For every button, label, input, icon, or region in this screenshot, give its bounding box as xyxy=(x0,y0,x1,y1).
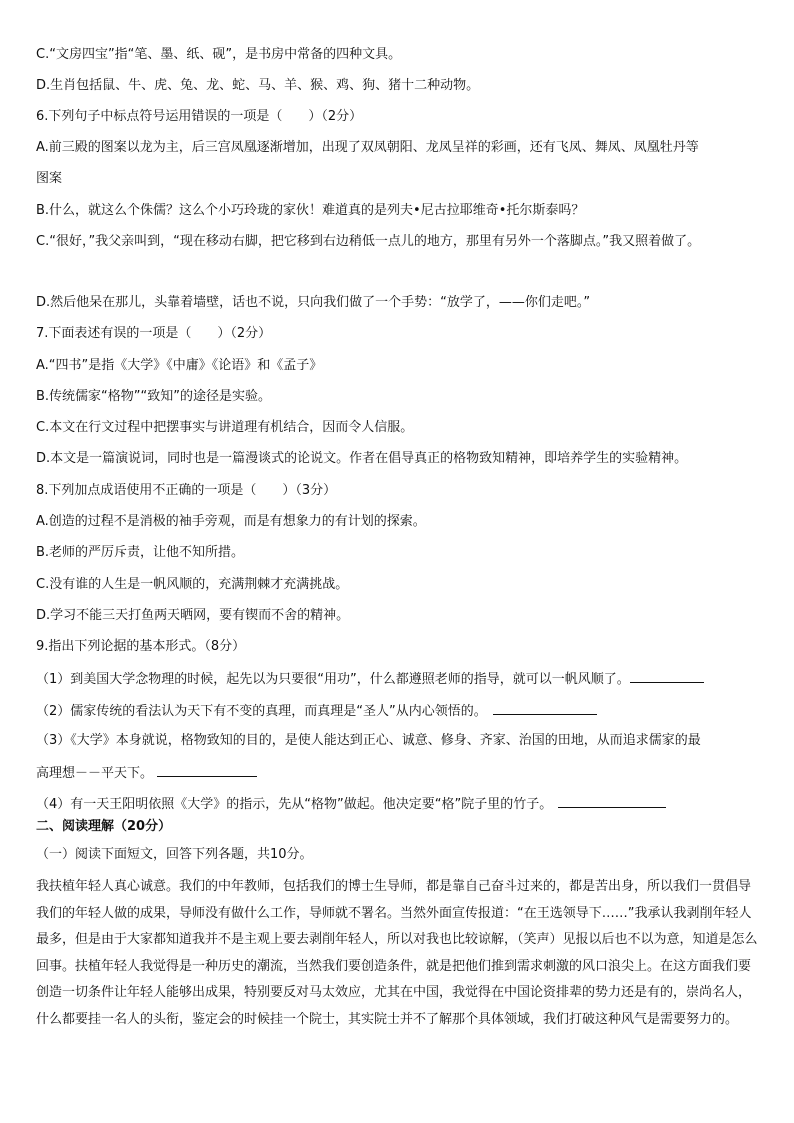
q7-option-b: B.传统儒家“格物”“致知”的途径是实验。 xyxy=(36,389,271,404)
q9-item-2-text: （2）儒家传统的看法认为天下有不变的真理，而真理是“圣人”从内心领悟的。 xyxy=(36,704,487,719)
q9-item-4 xyxy=(36,795,666,813)
question-9: 9.指出下列论据的基本形式。（8分） xyxy=(36,639,246,654)
answer-blank-2[interactable] xyxy=(493,702,597,715)
q8-option-b: B.老师的严厉斥责，让他不知所措。 xyxy=(36,545,245,560)
question-6: 6.下列句子中标点符号运用错误的一项是（ ）（2分） xyxy=(36,109,363,124)
q5-option-d: D.生肖包括鼠、牛、虎、兔、龙、蛇、马、羊、猴、鸡、狗、猪十二种动物。 xyxy=(36,78,480,93)
answer-blank-3[interactable] xyxy=(157,764,257,777)
q8-option-d: D.学习不能三天打鱼两天晒网，要有锲而不舍的精神。 xyxy=(36,608,350,623)
q9-item-2 xyxy=(36,702,597,720)
q9-item-1 xyxy=(36,670,704,688)
answer-blank-1[interactable] xyxy=(630,670,704,683)
q8-option-a: A.创造的过程不是消极的袖手旁观，而是有想象力的有计划的探索。 xyxy=(36,514,426,529)
reading-passage: 我扶植年轻人真心诚意。我们的中年教师，包括我们的博士生导师，都是靠自己奋斗过来的，都是苦出身，所以我们一贯倡导我们的年轻人做的成果，导师没有做什么工作，导师就不署名。当然外面宣传报道：“在王选领导下……”我承认我剥削年轻人最多，但是由于大家都知道我并不是主观上要去剥削年轻人，所以对我也比较谅解，（笑声）见报以后也不以为意，知道是怎么回事。扶植年轻人我觉得是一种历史的潮流，当然我们要创造条件，就是把他们推到需求刺激的风口浪尖上。在这方面我们要创造一切条件让年轻人能够出成果，特别要反对马太效应，尤其在中国，我觉得在中国论资排辈的势力还是有的，崇尚名人，什么都要挂一名人的头衔，鉴定会的时候挂一个院士，其实院士并不了解那个具体领域，我们打破这种风气是需要努力的。 xyxy=(36,879,758,1027)
q5-option-c: C.“文房四宝”指“笔、墨、纸、砚”，是书房中常备的四种文具。 xyxy=(36,47,402,62)
q9-item-3-line1: （3）《大学》本身就说，格物致知的目的，是使人能达到正心、诚意、修身、齐家、治国的田地，从而追求儒家的最 xyxy=(36,733,701,748)
q7-option-c: C.本文在行文过程中把摆事实与讲道理有机结合，因而令人信服。 xyxy=(36,420,414,435)
q6-option-a-line2: 图案 xyxy=(36,171,63,186)
q9-item-4-text: （4）有一天王阳明依照《大学》的指示，先从“格物”做起。他决定要“格”院子里的竹子。 xyxy=(36,797,553,812)
section-2-heading: 二、阅读理解（20分） xyxy=(36,819,172,834)
q9-item-3-text: 高理想－－平天下。 xyxy=(36,766,154,781)
q6-option-b: B.什么，就这么个侏儒？这么个小巧玲珑的家伙！难道真的是列夫•尼古拉耶维奇•托尔斯泰吗？ xyxy=(36,203,585,218)
q6-option-a-line1: A.前三殿的图案以龙为主，后三宫凤凰逐渐增加，出现了双凤朝阳、龙凤呈祥的彩画，还有飞凤、舞凤、凤凰牡丹等 xyxy=(36,140,699,155)
q8-option-c: C.没有谁的人生是一帆风顺的，充满荆棘才充满挑战。 xyxy=(36,577,349,592)
q6-option-c: C.“很好，”我父亲叫到，“现在移动右脚，把它移到右边稍低一点儿的地方，那里有另外一个落脚点。”我又照着做了。 xyxy=(36,234,701,249)
answer-blank-4[interactable] xyxy=(558,795,666,808)
q7-option-d: D.本文是一篇演说词，同时也是一篇漫谈式的论说文。作者在倡导真正的格物致知精神，即培养学生的实验精神。 xyxy=(36,451,688,466)
q7-option-a: A.“四书”是指《大学》《中庸》《论语》和《孟子》 xyxy=(36,358,323,373)
q6-option-d: D.然后他呆在那儿，头靠着墙壁，话也不说，只向我们做了一个手势：“放学了，——你们走吧。” xyxy=(36,295,591,310)
section-2-part-1-instruction: （一）阅读下面短文，回答下列各题，共10分。 xyxy=(36,847,313,862)
question-8: 8.下列加点成语使用不正确的一项是（ ）（3分） xyxy=(36,483,337,498)
question-7: 7.下面表述有误的一项是（ ）（2分） xyxy=(36,326,272,341)
q9-item-3-line2 xyxy=(36,764,257,782)
q9-item-1-text: （1）到美国大学念物理的时候，起先以为只要很“用功”，什么都遵照老师的指导，就可以一帆风顺了。 xyxy=(36,672,630,687)
